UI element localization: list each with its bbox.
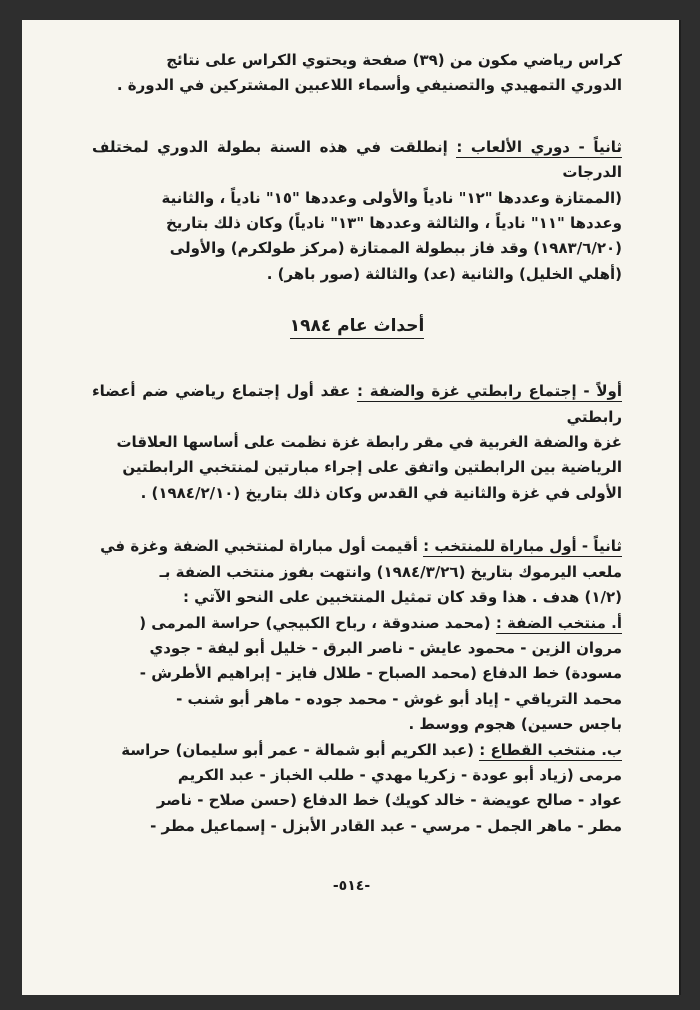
west-bank-line: باجس حسين) هجوم ووسط .: [408, 715, 622, 734]
league-line: وعددها "١١" نادياً ، والثالثة وعددها "١٣" نادياً) وكان ذلك بتاريخ: [165, 214, 622, 233]
league-paragraph: [92, 135, 622, 186]
gaza-line: مرمى (زياد أبو عودة - زكريا مهدي - طلب الخباز - عبد الكريم: [177, 765, 622, 784]
league-line: إنطلقت في هذه السنة بطولة الدوري لمختلف الدرجات: [92, 137, 622, 182]
gaza-line: (عبد الكريم أبو شمالة - عمر أبو سليمان) حراسة: [121, 740, 480, 759]
gaza-line: مطر - ماهر الجمل - مرسي - عبد القادر الأبزل - إسماعيل مطر -: [150, 816, 622, 835]
events-heading: أحداث عام ١٩٨٤: [290, 316, 425, 339]
meeting-line: الرياضية بين الرابطتين واتفق على إجراء مبارتين لمنتخبي الرابطتين: [122, 458, 622, 477]
match-line: أقيمت أول مباراة لمنتخبي الضفة وغزة في: [100, 537, 424, 556]
match-paragraph: [92, 534, 622, 559]
west-bank-line: مسودة) خط الدفاع (محمد الصباح - طلال فايز - إبراهيم الأطرش -: [139, 664, 622, 683]
match-line: ملعب اليرموك بتاريخ (١٩٨٤/٣/٢٦) وانتهت بفوز منتخب الضفة بـ: [159, 562, 622, 581]
gaza-label: ب. منتخب القطاع :: [479, 740, 622, 759]
west-bank-line: (محمد صندوقة ، رباح الكبيجي) حراسة المرمى (: [139, 613, 496, 632]
west-bank-line: محمد الترياقي - إياد أبو غوش - محمد جوده - ماهر أبو شنب -: [176, 689, 622, 708]
intro-line: الدوري التمهيدي والتصنيفي وأسماء اللاعبين المشتركين في الدورة .: [116, 76, 622, 95]
meeting-line: غزة والضفة الغربية في مقر رابطة غزة نظمت على أساسها العلاقات: [116, 433, 622, 452]
meeting-paragraph: [92, 379, 622, 430]
meeting-label: أولاً - إجتماع رابطتي غزة والضفة :: [357, 382, 622, 401]
intro-line: كراس رياضي مكون من (٣٩) صفحة ويحتوي الكراس على نتائج: [166, 51, 622, 69]
meeting-line: عقد أول إجتماع رياضي ضم أعضاء رابطتي: [92, 382, 622, 426]
match-line: (١/٢) هدف . هذا وقد كان تمثيل المنتخبين على النحو الآتي :: [182, 588, 622, 607]
west-bank-paragraph: [92, 611, 622, 636]
match-label: ثانياً - أول مباراة للمنتخب :: [423, 537, 622, 556]
west-bank-label: أ. منتخب الضفة :: [495, 613, 622, 632]
page-body: [92, 48, 622, 839]
league-line: (أهلي الخليل) والثانية (عد) والثالثة (صور باهر) .: [266, 264, 622, 283]
page-number: -٥١٤-: [332, 878, 371, 894]
west-bank-line: مروان الزين - محمود عايش - ناصر البرق - خليل أبو ليفة - جودي: [149, 638, 622, 657]
gaza-line: عواد - صالح عويضة - خالد كويك) خط الدفاع (حسن صلاح - ناصر: [156, 791, 622, 810]
document-page: [22, 20, 681, 995]
gaza-paragraph: [92, 738, 622, 763]
league-line: (الممتازة وعددها "١٢" نادياً والأولى وعددها "١٥" نادياً ، والثانية: [161, 188, 622, 207]
league-label: ثانياً - دوري الألعاب :: [456, 137, 622, 156]
league-line: (١٩٨٣/٦/٢٠) وقد فاز ببطولة الممتازة (مركز طولكرم) والأولى: [169, 239, 622, 258]
page-edge: [679, 20, 681, 995]
meeting-line: الأولى في غزة والثانية في القدس وكان ذلك بتاريخ (١٩٨٤/٢/١٠) .: [140, 483, 622, 502]
section-heading: [92, 313, 622, 339]
